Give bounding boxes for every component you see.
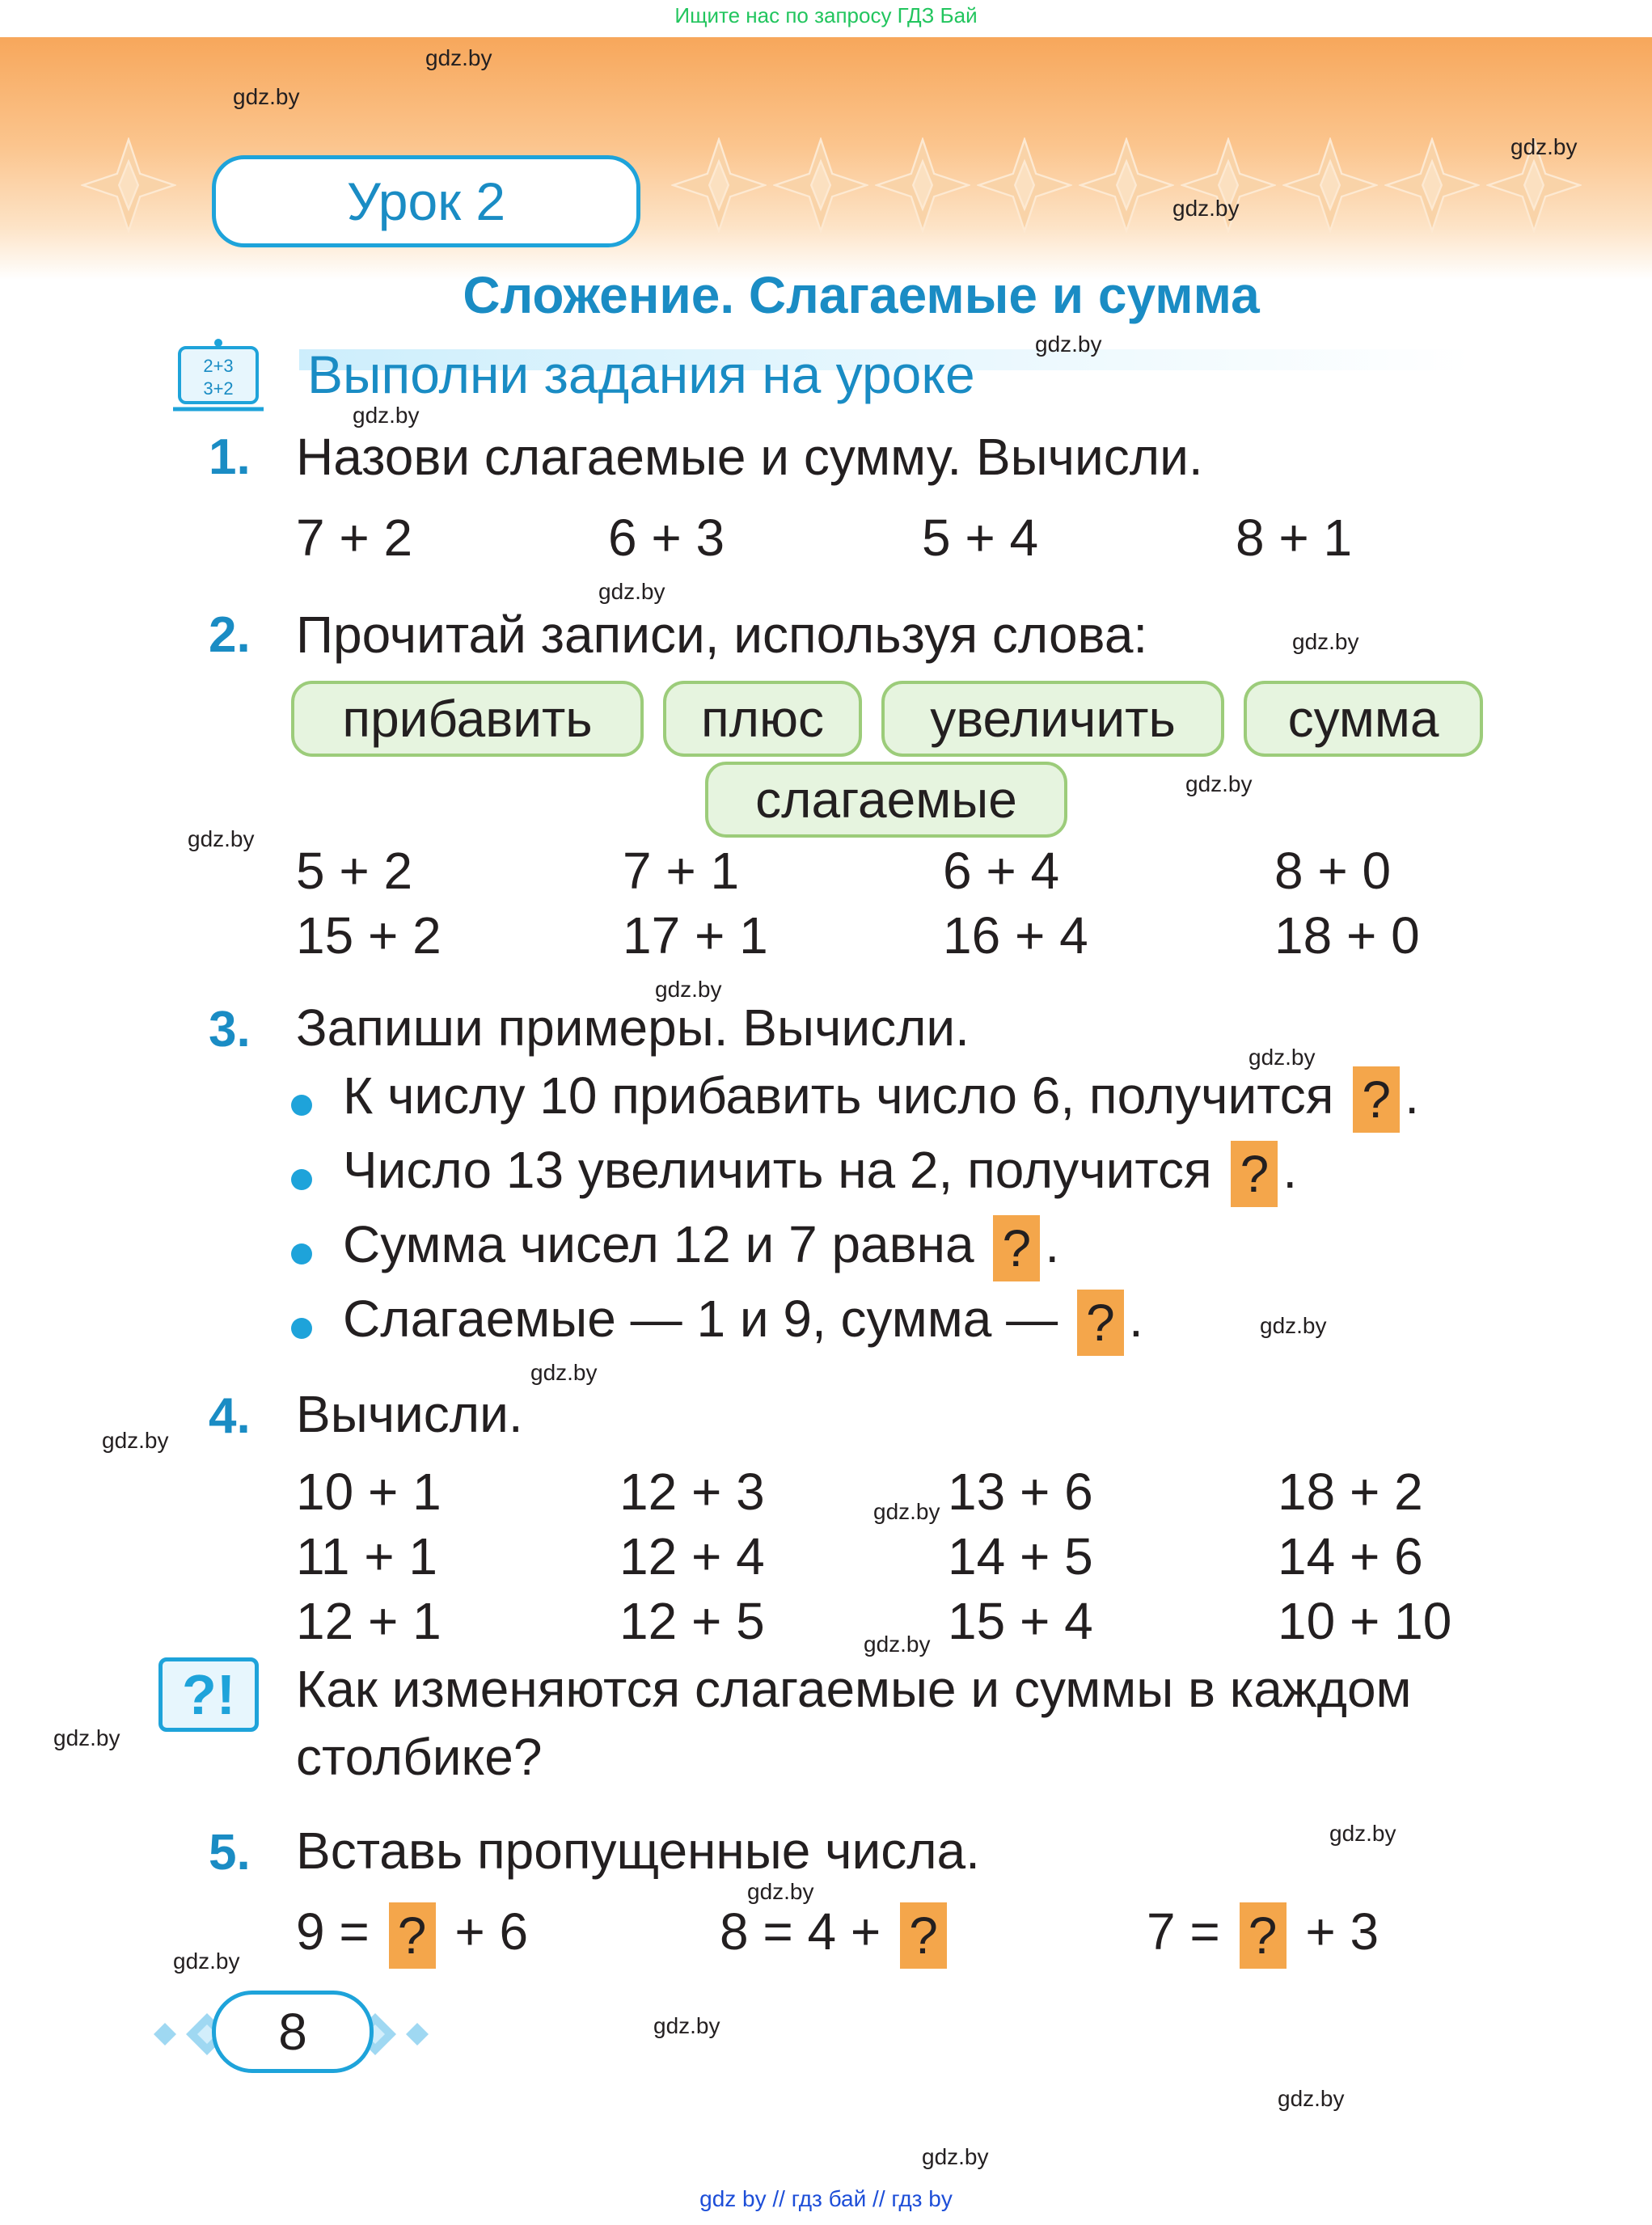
expression: 8 + 1 bbox=[1236, 509, 1353, 567]
item-text: Сумма чисел 12 и 7 равна bbox=[343, 1215, 989, 1273]
word-card: слагаемые bbox=[705, 762, 1067, 838]
watermark: gdz.by bbox=[655, 977, 722, 1002]
watermark: gdz.by bbox=[102, 1428, 169, 1453]
page-title: Сложение. Слагаемые и сумма bbox=[463, 266, 1260, 324]
expression: 17 + 1 bbox=[623, 906, 768, 965]
board-icon bbox=[171, 338, 265, 414]
watermark: gdz.by bbox=[173, 1948, 240, 1974]
watermark: gdz.by bbox=[53, 1725, 120, 1750]
answer-blank[interactable]: ? bbox=[1231, 1141, 1278, 1207]
watermark: gdz.by bbox=[1035, 331, 1102, 357]
expression: 11 + 1 bbox=[296, 1527, 437, 1585]
task3-item bbox=[343, 1140, 1297, 1207]
watermark: gdz.by bbox=[1278, 2086, 1345, 2111]
watermark: gdz.by bbox=[1329, 1821, 1396, 1846]
ornament-right bbox=[671, 137, 1582, 233]
eq-part: 8 = 4 + bbox=[720, 1902, 896, 1961]
bullet bbox=[291, 1243, 312, 1264]
expression: 15 + 4 bbox=[948, 1592, 1093, 1650]
footer-links[interactable]: gdz by // гдз бай // гдз by bbox=[699, 2186, 953, 2211]
ornament-icon bbox=[1282, 137, 1378, 233]
page-number: 8 bbox=[212, 1991, 374, 2073]
ornament-icon bbox=[1079, 137, 1174, 233]
watermark: gdz.by bbox=[425, 45, 492, 70]
ornament-left bbox=[81, 137, 176, 233]
answer-blank[interactable]: ? bbox=[1353, 1066, 1400, 1133]
task3-item bbox=[343, 1289, 1143, 1356]
task3-item bbox=[343, 1066, 1419, 1133]
task3-item bbox=[343, 1214, 1059, 1281]
answer-blank[interactable]: ? bbox=[1077, 1290, 1124, 1356]
expression: 12 + 1 bbox=[296, 1592, 442, 1650]
expression: 6 + 4 bbox=[943, 842, 1060, 900]
ornament-icon bbox=[1384, 137, 1480, 233]
expression: 12 + 3 bbox=[619, 1463, 765, 1521]
board-line: 2+3 bbox=[203, 356, 234, 376]
subheading: Выполни задания на уроке bbox=[307, 344, 975, 404]
word-card: прибавить bbox=[291, 681, 644, 757]
word-card: увеличить bbox=[881, 681, 1224, 757]
word-card: сумма bbox=[1244, 681, 1483, 757]
top-note: Ищите нас по запросу ГДЗ Бай bbox=[674, 3, 978, 27]
bullet bbox=[291, 1095, 312, 1116]
bullet bbox=[291, 1318, 312, 1339]
answer-blank[interactable]: ? bbox=[900, 1902, 947, 1969]
task-number: 5. bbox=[209, 1825, 251, 1881]
task-text: Назови слагаемые и сумму. Вычисли. bbox=[296, 428, 1203, 486]
expression: 10 + 10 bbox=[1278, 1592, 1452, 1650]
watermark: gdz.by bbox=[747, 1879, 814, 1904]
answer-blank[interactable]: ? bbox=[993, 1215, 1040, 1281]
watermark: gdz.by bbox=[922, 2144, 989, 2169]
expression: 13 + 6 bbox=[948, 1463, 1093, 1521]
equation bbox=[296, 1902, 528, 1969]
task-text: Прочитай записи, используя слова: bbox=[296, 606, 1148, 664]
expression: 8 + 0 bbox=[1274, 842, 1392, 900]
expression: 14 + 6 bbox=[1278, 1527, 1423, 1585]
task-number: 4. bbox=[209, 1388, 251, 1444]
watermark: gdz.by bbox=[653, 2013, 720, 2038]
expression: 12 + 5 bbox=[619, 1592, 765, 1650]
ornament-icon bbox=[875, 137, 970, 233]
task-text: Вставь пропущенные числа. bbox=[296, 1822, 980, 1880]
expression: 5 + 2 bbox=[296, 842, 413, 900]
watermark: gdz.by bbox=[598, 579, 665, 604]
task-number: 2. bbox=[209, 607, 251, 663]
item-end: . bbox=[1128, 1290, 1143, 1348]
task-text: Вычисли. bbox=[296, 1385, 523, 1443]
item-text: К числу 10 прибавить число 6, получится bbox=[343, 1066, 1349, 1125]
watermark: gdz.by bbox=[188, 826, 255, 851]
watermark: gdz.by bbox=[233, 84, 300, 109]
watermark: gdz.by bbox=[1185, 771, 1253, 796]
item-text: Число 13 увеличить на 2, получится bbox=[343, 1141, 1227, 1199]
ornament-icon bbox=[773, 137, 868, 233]
expression: 7 + 1 bbox=[623, 842, 740, 900]
item-text: Слагаемые — 1 и 9, сумма — bbox=[343, 1290, 1072, 1348]
ornament-icon bbox=[671, 137, 767, 233]
expression: 12 + 4 bbox=[619, 1527, 765, 1585]
watermark: gdz.by bbox=[530, 1360, 598, 1385]
watermark: gdz.by bbox=[1249, 1045, 1316, 1070]
ornament-icon bbox=[977, 137, 1072, 233]
task-number: 3. bbox=[209, 1002, 251, 1058]
ornament-icon bbox=[81, 137, 176, 233]
watermark: gdz.by bbox=[1172, 196, 1240, 221]
expression: 16 + 4 bbox=[943, 906, 1088, 965]
answer-blank[interactable]: ? bbox=[389, 1902, 436, 1969]
expression: 6 + 3 bbox=[608, 509, 725, 567]
eq-part: 9 = bbox=[296, 1902, 384, 1961]
watermark: gdz.by bbox=[873, 1499, 940, 1524]
watermark: gdz.by bbox=[1292, 629, 1359, 654]
task-text: Запиши примеры. Вычисли. bbox=[296, 999, 970, 1057]
item-end: . bbox=[1282, 1141, 1298, 1199]
eq-part: + 6 bbox=[440, 1902, 529, 1961]
equation bbox=[1147, 1902, 1379, 1969]
expression: 5 + 4 bbox=[922, 509, 1039, 567]
think-icon: ?! bbox=[158, 1657, 259, 1732]
bullet bbox=[291, 1169, 312, 1190]
expression: 10 + 1 bbox=[296, 1463, 442, 1521]
word-card: плюс bbox=[663, 681, 862, 757]
expression: 15 + 2 bbox=[296, 906, 442, 965]
think-line: столбике? bbox=[296, 1728, 543, 1786]
think-line: Как изменяются слагаемые и суммы в каждом bbox=[296, 1660, 1412, 1718]
watermark: gdz.by bbox=[1260, 1313, 1327, 1338]
expression: 18 + 2 bbox=[1278, 1463, 1423, 1521]
equation bbox=[720, 1902, 952, 1969]
board-line: 3+2 bbox=[203, 378, 234, 399]
answer-blank[interactable]: ? bbox=[1240, 1902, 1287, 1969]
expression: 14 + 5 bbox=[948, 1527, 1093, 1585]
task-number: 1. bbox=[209, 429, 251, 485]
eq-part: 7 = bbox=[1147, 1902, 1235, 1961]
lesson-label: Урок 2 bbox=[212, 155, 640, 247]
watermark: gdz.by bbox=[864, 1632, 931, 1657]
item-end: . bbox=[1045, 1215, 1060, 1273]
eq-part: + 3 bbox=[1291, 1902, 1379, 1961]
expression: 18 + 0 bbox=[1274, 906, 1420, 965]
watermark: gdz.by bbox=[353, 403, 420, 428]
watermark: gdz.by bbox=[1510, 134, 1578, 159]
item-end: . bbox=[1405, 1066, 1419, 1125]
expression: 7 + 2 bbox=[296, 509, 413, 567]
